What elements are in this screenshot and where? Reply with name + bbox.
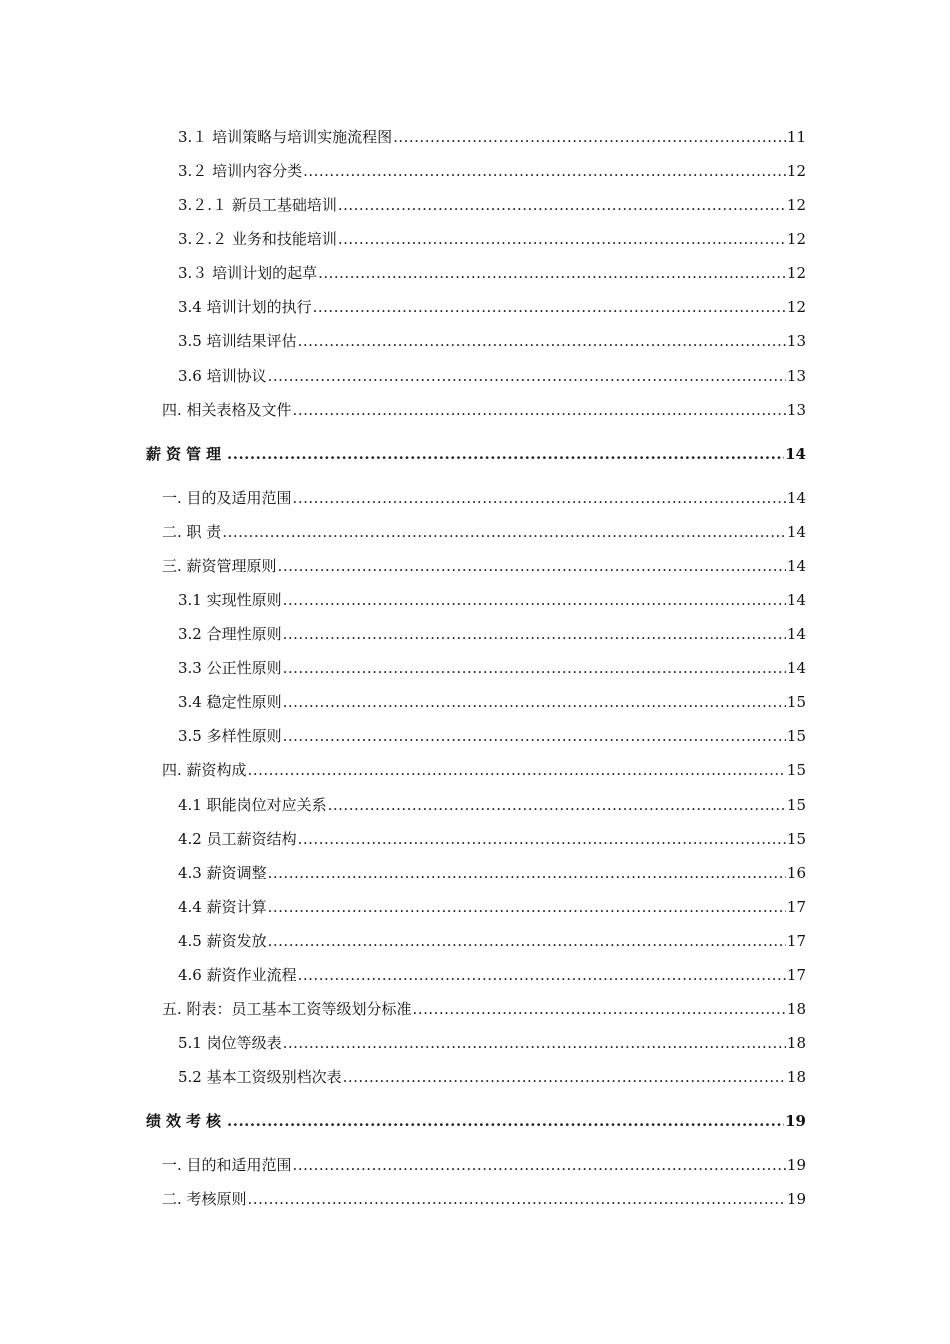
toc-page-number: 15 [786, 830, 806, 848]
toc-entry-title: 3.２ 培训内容分类 [178, 162, 303, 180]
toc-entry-title: 一. 目的和适用范围 [162, 1156, 292, 1174]
toc-entry-title: 3.1 实现性原则 [178, 591, 282, 609]
dot-leader [413, 999, 786, 1019]
toc-entry-title: 3.4 培训计划的执行 [178, 298, 312, 316]
toc-page-number: 18 [786, 1000, 806, 1018]
toc-page-number: 14 [786, 557, 806, 575]
toc-entry-title: 薪资管理 [146, 445, 227, 463]
toc-entry-title: 3.２.２ 业务和技能培训 [178, 230, 337, 248]
dot-leader [318, 263, 786, 283]
toc-entry[interactable] [162, 1189, 806, 1209]
toc-entry[interactable] [178, 1033, 806, 1053]
toc-page-number: 17 [786, 898, 806, 916]
toc-page-number: 13 [786, 401, 806, 419]
dot-leader [278, 556, 786, 576]
toc-page-number: 12 [786, 196, 806, 214]
toc-entry[interactable] [178, 1067, 806, 1087]
toc-page-number: 14 [786, 659, 806, 677]
toc-entry[interactable] [162, 522, 806, 542]
toc-entry-title: 一. 目的及适用范围 [162, 489, 292, 507]
toc-entry[interactable] [162, 1155, 806, 1175]
toc-entry[interactable] [178, 590, 806, 610]
toc-entry[interactable] [162, 488, 806, 508]
toc-page-number: 12 [786, 298, 806, 316]
toc-entry-title: 四. 相关表格及文件 [162, 401, 292, 419]
toc-entry-title: 四. 薪资构成 [162, 761, 247, 779]
toc-entry-title: 4.4 薪资计算 [178, 898, 267, 916]
toc-page-number: 11 [786, 128, 806, 146]
toc-page-number: 19 [786, 1190, 806, 1208]
toc-chapter-entry[interactable] [146, 1111, 806, 1131]
dot-leader [268, 366, 786, 386]
toc-entry-title: 5.1 岗位等级表 [178, 1034, 282, 1052]
dot-leader [227, 444, 784, 464]
dot-leader [298, 965, 786, 985]
toc-page-number: 14 [786, 523, 806, 541]
toc-entry[interactable] [178, 692, 806, 712]
toc-page-number: 19 [785, 1112, 806, 1130]
toc-entry[interactable] [178, 829, 806, 849]
toc-entry[interactable] [178, 161, 806, 181]
dot-leader [393, 127, 786, 147]
dot-leader [298, 829, 786, 849]
toc-page-number: 12 [786, 162, 806, 180]
dot-leader [328, 795, 786, 815]
toc-entry-title: 3.4 稳定性原则 [178, 693, 282, 711]
dot-leader [338, 195, 786, 215]
dot-leader [227, 1111, 784, 1131]
toc-entry-title: 4.6 薪资作业流程 [178, 966, 297, 984]
toc-page-number: 17 [786, 932, 806, 950]
toc-entry[interactable] [178, 366, 806, 386]
toc-page-number: 14 [785, 445, 806, 463]
toc-entry[interactable] [178, 965, 806, 985]
toc-entry-title: 二. 职 责 [162, 523, 222, 541]
toc-entry[interactable] [178, 897, 806, 917]
toc-entry[interactable] [178, 229, 806, 249]
dot-leader [268, 897, 786, 917]
toc-entry-title: 3.5 多样性原则 [178, 727, 282, 745]
dot-leader [293, 488, 786, 508]
toc-entry-title: 3.１ 培训策略与培训实施流程图 [178, 128, 393, 146]
toc-chapter-entry[interactable] [146, 444, 806, 464]
toc-page-number: 13 [786, 367, 806, 385]
dot-leader [283, 624, 786, 644]
dot-leader [298, 331, 786, 351]
dot-leader [248, 1189, 786, 1209]
dot-leader [248, 760, 786, 780]
toc-page-number: 12 [786, 230, 806, 248]
toc-entry[interactable] [178, 263, 806, 283]
toc-entry[interactable] [178, 726, 806, 746]
toc-page-number: 17 [786, 966, 806, 984]
dot-leader [268, 863, 786, 883]
toc-entry[interactable] [178, 863, 806, 883]
dot-leader [283, 658, 786, 678]
toc-entry-title: 4.2 员工薪资结构 [178, 830, 297, 848]
toc-entry[interactable] [162, 999, 806, 1019]
toc-entry-title: 4.3 薪资调整 [178, 864, 267, 882]
toc-entry-title: 三. 薪资管理原则 [162, 557, 277, 575]
toc-page-number: 15 [786, 761, 806, 779]
toc-entry[interactable] [162, 556, 806, 576]
toc-entry-title: 二. 考核原则 [162, 1190, 247, 1208]
toc-page-number: 15 [786, 693, 806, 711]
dot-leader [303, 161, 786, 181]
toc-page-number: 14 [786, 591, 806, 609]
toc-entry-title: 3.6 培训协议 [178, 367, 267, 385]
toc-entry-title: 绩效考核 [146, 1112, 227, 1130]
toc-entry-title: 3.２.１ 新员工基础培训 [178, 196, 337, 214]
toc-entry-title: 3.３ 培训计划的起草 [178, 264, 318, 282]
toc-entry[interactable] [178, 795, 806, 815]
toc-page-number: 18 [786, 1034, 806, 1052]
dot-leader [338, 229, 786, 249]
toc-entry[interactable] [178, 195, 806, 215]
toc-page-number: 16 [786, 864, 806, 882]
toc-page-number: 13 [786, 332, 806, 350]
toc-entry-title: 4.5 薪资发放 [178, 932, 267, 950]
toc-entry[interactable] [178, 624, 806, 644]
dot-leader [343, 1067, 786, 1087]
dot-leader [268, 931, 786, 951]
toc-page-number: 14 [786, 489, 806, 507]
toc-entry[interactable] [162, 760, 806, 780]
toc-entry-title: 5.2 基本工资级别档次表 [178, 1068, 342, 1086]
toc-entry-title: 3.5 培训结果评估 [178, 332, 297, 350]
toc-page-number: 12 [786, 264, 806, 282]
dot-leader [293, 400, 786, 420]
toc-entry-title: 4.1 职能岗位对应关系 [178, 796, 327, 814]
dot-leader [283, 692, 786, 712]
toc-entry-title: 3.3 公正性原则 [178, 659, 282, 677]
dot-leader [313, 297, 786, 317]
toc-entry[interactable] [178, 931, 806, 951]
toc-page-number: 15 [786, 727, 806, 745]
dot-leader [283, 590, 786, 610]
toc-page-number: 19 [786, 1156, 806, 1174]
dot-leader [283, 1033, 786, 1053]
dot-leader [293, 1155, 786, 1175]
toc-entry-title: 3.2 合理性原则 [178, 625, 282, 643]
toc-entry[interactable] [162, 400, 806, 420]
dot-leader [222, 522, 786, 542]
toc-entry[interactable] [178, 127, 806, 147]
toc-entry[interactable] [178, 331, 806, 351]
toc-entry-title: 五. 附表：员工基本工资等级划分标准 [162, 1000, 412, 1018]
toc-page-number: 14 [786, 625, 806, 643]
toc-page-number: 18 [786, 1068, 806, 1086]
toc-page-number: 15 [786, 796, 806, 814]
toc-entry[interactable] [178, 297, 806, 317]
dot-leader [283, 726, 786, 746]
toc-entry[interactable] [178, 658, 806, 678]
